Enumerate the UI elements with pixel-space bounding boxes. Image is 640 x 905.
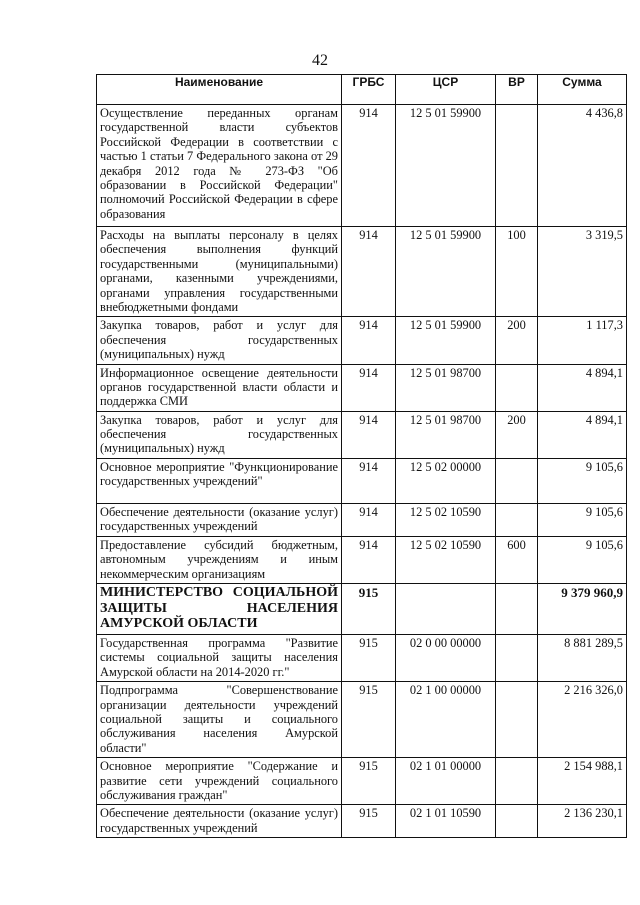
row-vr-cell: 100 xyxy=(496,227,538,317)
row-grbs-cell: 915 xyxy=(342,758,396,805)
table-row xyxy=(97,758,627,805)
table-row xyxy=(97,682,627,758)
row-grbs-cell: 914 xyxy=(342,458,396,503)
row-csr-cell: 02 1 00 00000 xyxy=(396,682,496,758)
row-sum-cell: 2 154 988,1 xyxy=(538,758,627,805)
row-csr-cell: 12 5 01 98700 xyxy=(396,364,496,411)
table-row xyxy=(97,584,627,635)
row-csr-cell: 12 5 01 59900 xyxy=(396,227,496,317)
row-name-cell: Осуществление переданных органам государственной власти субъектов Российской Федерации в соответствии с частью 1 статьи 7 Федерального закона от 29 декабря 2012 года № 273-ФЗ "Об образовании в Российской Федерации" полномочий Российской Федерации в сфере образования xyxy=(97,105,342,227)
row-name-cell: Государственная программа "Развитие системы социальной защиты населения Амурской области на 2014-2020 гг." xyxy=(97,635,342,682)
row-csr-cell: 12 5 02 00000 xyxy=(396,458,496,503)
row-sum-cell: 4 894,1 xyxy=(538,411,627,458)
row-name-cell: Основное мероприятие "Содержание и развитие сети учреждений социального обслуживания граждан" xyxy=(97,758,342,805)
row-sum-cell: 4 894,1 xyxy=(538,364,627,411)
row-name-cell: Закупка товаров, работ и услуг для обеспечения государственных (муниципальных) нужд xyxy=(97,317,342,364)
table-row xyxy=(97,458,627,503)
row-name-cell: Расходы на выплаты персоналу в целях обеспечения выполнения функций государственными (муниципальными) органами, казенными учреждениями, органами управления государственными внебюджетными фондами xyxy=(97,227,342,317)
table-row xyxy=(97,411,627,458)
row-vr-cell xyxy=(496,364,538,411)
table-row xyxy=(97,105,627,227)
header-vr: ВР xyxy=(496,75,538,105)
row-name-cell: Закупка товаров, работ и услуг для обеспечения государственных (муниципальных) нужд xyxy=(97,411,342,458)
row-name-cell: Обеспечение деятельности (оказание услуг) государственных учреждений xyxy=(97,805,342,838)
row-vr-cell xyxy=(496,682,538,758)
row-sum-cell: 2 136 230,1 xyxy=(538,805,627,838)
row-vr-cell: 200 xyxy=(496,317,538,364)
row-vr-cell: 600 xyxy=(496,536,538,583)
row-name-cell: Информационное освещение деятельности органов государственной власти области и поддержка СМИ xyxy=(97,364,342,411)
row-sum-cell: 4 436,8 xyxy=(538,105,627,227)
row-grbs-cell: 914 xyxy=(342,411,396,458)
row-grbs-cell: 915 xyxy=(342,635,396,682)
row-grbs-cell: 914 xyxy=(342,536,396,583)
table-row xyxy=(97,227,627,317)
table-row xyxy=(97,536,627,583)
row-csr-cell: 12 5 02 10590 xyxy=(396,536,496,583)
row-vr-cell: 200 xyxy=(496,411,538,458)
row-csr-cell: 12 5 01 98700 xyxy=(396,411,496,458)
row-sum-cell: 1 117,3 xyxy=(538,317,627,364)
row-sum-cell: 2 216 326,0 xyxy=(538,682,627,758)
row-csr-cell: 12 5 01 59900 xyxy=(396,317,496,364)
row-csr-cell: 02 1 01 10590 xyxy=(396,805,496,838)
table-header-row xyxy=(97,75,627,105)
row-sum-cell: 8 881 289,5 xyxy=(538,635,627,682)
row-grbs-cell: 914 xyxy=(342,503,396,536)
row-grbs-cell: 914 xyxy=(342,364,396,411)
table-row xyxy=(97,317,627,364)
row-csr-cell xyxy=(396,584,496,635)
row-csr-cell: 02 1 01 00000 xyxy=(396,758,496,805)
row-sum-cell: 3 319,5 xyxy=(538,227,627,317)
row-grbs-cell: 914 xyxy=(342,317,396,364)
row-vr-cell xyxy=(496,458,538,503)
row-name-cell: Предоставление субсидий бюджетным, автономным учреждениям и иным некоммерческим организациям xyxy=(97,536,342,583)
row-sum-cell: 9 379 960,9 xyxy=(538,584,627,635)
row-vr-cell xyxy=(496,105,538,227)
row-vr-cell xyxy=(496,805,538,838)
row-grbs-cell: 915 xyxy=(342,584,396,635)
budget-table xyxy=(96,74,627,838)
header-grbs: ГРБС xyxy=(342,75,396,105)
row-name-cell: Обеспечение деятельности (оказание услуг) государственных учреждений xyxy=(97,503,342,536)
row-grbs-cell: 914 xyxy=(342,227,396,317)
row-grbs-cell: 915 xyxy=(342,682,396,758)
table-row xyxy=(97,364,627,411)
row-sum-cell: 9 105,6 xyxy=(538,536,627,583)
row-vr-cell xyxy=(496,758,538,805)
table-body xyxy=(97,105,627,838)
row-grbs-cell: 914 xyxy=(342,105,396,227)
row-csr-cell: 12 5 01 59900 xyxy=(396,105,496,227)
row-name-cell: Подпрограмма "Совершенствование организации деятельности учреждений социальной защиты и социального обслуживания населения Амурской области" xyxy=(97,682,342,758)
table-row xyxy=(97,635,627,682)
row-name-cell: Основное мероприятие "Функционирование государственных учреждений" xyxy=(97,458,342,503)
row-sum-cell: 9 105,6 xyxy=(538,503,627,536)
row-sum-cell: 9 105,6 xyxy=(538,458,627,503)
header-sum: Сумма xyxy=(538,75,627,105)
row-vr-cell xyxy=(496,503,538,536)
table-row xyxy=(97,805,627,838)
table-row xyxy=(97,503,627,536)
header-csr: ЦСР xyxy=(396,75,496,105)
row-name-cell: МИНИСТЕРСТВО СОЦИАЛЬНОЙ ЗАЩИТЫ НАСЕЛЕНИЯ АМУРСКОЙ ОБЛАСТИ xyxy=(97,584,342,635)
row-vr-cell xyxy=(496,635,538,682)
row-vr-cell xyxy=(496,584,538,635)
header-name: Наименование xyxy=(97,75,342,105)
row-grbs-cell: 915 xyxy=(342,805,396,838)
row-csr-cell: 02 0 00 00000 xyxy=(396,635,496,682)
page-number: 42 xyxy=(312,52,328,69)
row-csr-cell: 12 5 02 10590 xyxy=(396,503,496,536)
